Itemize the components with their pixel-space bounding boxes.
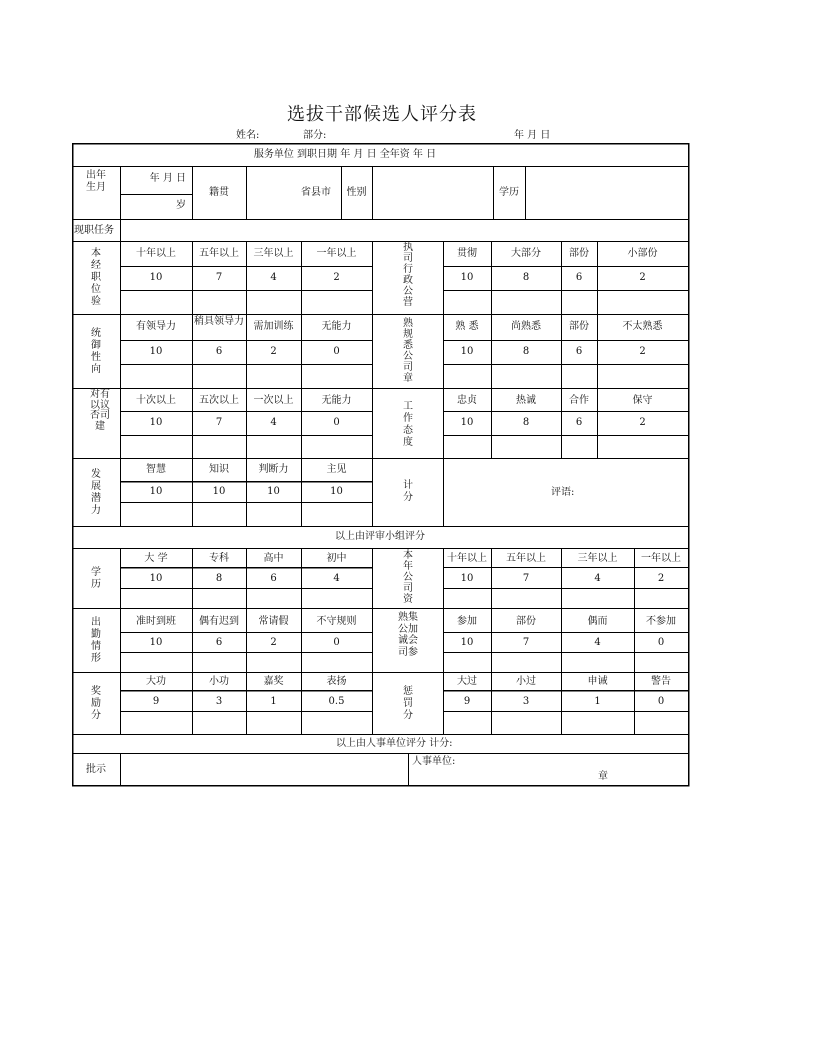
attendance-score: 6 — [215, 637, 223, 648]
potential-header: 智慧 — [146, 464, 166, 475]
suggest-header: 无能力 — [321, 395, 352, 406]
seniority-score: 10 — [460, 573, 474, 584]
penalty-score: 1 — [594, 696, 601, 707]
execution-header: 大部分 — [511, 248, 541, 259]
hr-note: 以上由人事单位评分 计分: — [336, 738, 453, 749]
attendance-header: 准时到班 — [136, 616, 176, 627]
familiar-score: 2 — [639, 346, 646, 357]
activity-header: 偶而 — [587, 616, 608, 627]
activity-score: 0 — [657, 637, 665, 648]
leadership-header: 需加训练 — [253, 321, 294, 332]
penalty-header: 小过 — [516, 676, 536, 687]
education-header: 大 学 — [144, 553, 168, 564]
experience-score: 10 — [149, 272, 163, 283]
attendance-header: 常请假 — [258, 616, 289, 627]
place-label: 省县市 — [301, 187, 331, 198]
potential-header: 主见 — [326, 464, 347, 475]
comment-label: 评语: — [551, 487, 575, 498]
familiar-header: 尚熟悉 — [511, 321, 541, 332]
execution-header: 部份 — [569, 248, 589, 259]
leadership-header: 有领导力 — [136, 321, 176, 332]
approval-label: 批示 — [86, 764, 106, 775]
potential-score: 10 — [149, 486, 163, 497]
reward-header: 表扬 — [326, 676, 347, 687]
attitude-header: 保守 — [632, 395, 653, 406]
attitude-score: 10 — [460, 417, 474, 428]
hr-unit-label: 人事单位: — [412, 756, 456, 767]
experience-score: 2 — [333, 272, 340, 283]
familiar-score: 6 — [575, 346, 583, 357]
familiar-label: 熟规悉公司章 — [403, 318, 413, 384]
potential-header: 知识 — [209, 464, 229, 475]
birth-ymd: 年 月 日 — [149, 173, 186, 184]
activity-score: 10 — [460, 637, 474, 648]
dept-label: 部分: — [303, 130, 327, 141]
familiar-header: 不太熟悉 — [622, 321, 663, 332]
execution-header: 小部份 — [627, 248, 658, 259]
birth-label: 出年生月 — [86, 170, 106, 193]
education-score: 6 — [270, 573, 277, 584]
execution-score: 8 — [522, 272, 530, 283]
gender-label: 性别 — [346, 187, 367, 198]
reward-header: 嘉奖 — [263, 676, 284, 687]
jiguan-label: 籍贯 — [209, 187, 229, 198]
attendance-score: 0 — [333, 637, 340, 648]
education-header: 初中 — [326, 553, 347, 564]
activity-score: 4 — [594, 637, 601, 648]
suggest-header: 十次以上 — [136, 395, 176, 406]
potential-score: 10 — [267, 486, 280, 497]
familiar-header: 熟 悉 — [455, 321, 479, 332]
leadership-score: 2 — [270, 346, 277, 357]
activity-header: 不参加 — [646, 616, 676, 627]
seniority-score: 2 — [657, 573, 665, 584]
penalty-score: 3 — [522, 696, 530, 707]
seniority-header: 三年以上 — [577, 553, 618, 564]
experience-header: 三年以上 — [253, 248, 294, 259]
activity-header: 部份 — [516, 616, 536, 627]
familiar-header: 部份 — [569, 321, 589, 332]
experience-header: 一年以上 — [316, 248, 357, 259]
attitude-score: 2 — [639, 417, 646, 428]
attendance-label: 出勤情形 — [91, 617, 101, 664]
leadership-header: 无能力 — [321, 321, 352, 332]
leadership-label: 统御性向 — [91, 328, 101, 375]
score-label: 计分 — [403, 480, 413, 503]
attitude-score: 6 — [575, 417, 583, 428]
reward-score: 1 — [270, 696, 277, 707]
suggest-score: 0 — [333, 417, 340, 428]
reward-label: 奖励分 — [91, 686, 101, 721]
suggest-score: 10 — [149, 417, 163, 428]
execution-score: 10 — [460, 272, 474, 283]
reward-header: 大功 — [146, 676, 166, 687]
execution-header: 贯彻 — [457, 248, 477, 259]
reward-score: 3 — [215, 696, 223, 707]
leadership-header: 稍具领导力 — [194, 316, 244, 327]
date-label: 年 月 日 — [514, 130, 551, 141]
attitude-score: 8 — [522, 417, 530, 428]
potential-score: 10 — [212, 486, 226, 497]
familiar-score: 10 — [460, 346, 474, 357]
seal-label: 章 — [598, 771, 608, 782]
attendance-header: 不守规则 — [316, 616, 357, 627]
attendance-header: 偶有迟到 — [199, 616, 239, 627]
experience-score: 7 — [215, 272, 223, 283]
execution-score: 2 — [639, 272, 646, 283]
seniority-header: 一年以上 — [641, 553, 681, 564]
experience-header: 十年以上 — [136, 248, 176, 259]
activity-header: 参加 — [457, 616, 477, 627]
service-row: 服务单位 到职日期 年 月 日 全年资 年 日 — [253, 149, 437, 160]
penalty-label: 惩罚分 — [403, 686, 413, 721]
education-label: 学历 — [91, 567, 101, 590]
penalty-header: 申诫 — [587, 676, 608, 687]
execution-score: 6 — [575, 272, 583, 283]
familiar-score: 8 — [522, 346, 530, 357]
attendance-score: 2 — [270, 637, 277, 648]
attitude-label: 工作态度 — [403, 401, 413, 448]
reward-score: 0.5 — [328, 696, 345, 707]
experience-label: 本经职位验 — [91, 248, 101, 307]
seniority-score: 7 — [522, 573, 530, 584]
suggest-score: 7 — [215, 417, 223, 428]
name-label: 姓名: — [236, 130, 260, 141]
penalty-header: 警告 — [651, 676, 671, 687]
education-score: 10 — [149, 573, 163, 584]
current-job-label: 现职任务 — [74, 225, 114, 236]
activity-score: 7 — [522, 637, 530, 648]
seniority-score: 4 — [594, 573, 601, 584]
leadership-score: 10 — [149, 346, 163, 357]
leadership-score: 0 — [333, 346, 340, 357]
seniority-label: 本年公司资 — [403, 550, 413, 605]
edu-label: 学历 — [499, 187, 519, 198]
suggest-score: 4 — [270, 417, 277, 428]
potential-header: 判断力 — [258, 464, 289, 475]
education-score: 4 — [333, 573, 340, 584]
experience-header: 五年以上 — [199, 248, 239, 259]
activity-label: 熟集公加诚会司参 — [398, 612, 418, 658]
suggest-label: 对有以议否司建 — [90, 389, 110, 432]
penalty-score: 9 — [463, 696, 471, 707]
leadership-score: 6 — [215, 346, 223, 357]
potential-score: 10 — [330, 486, 343, 497]
education-header: 专科 — [209, 553, 229, 564]
potential-label: 发展潜力 — [91, 469, 101, 516]
penalty-header: 大过 — [457, 676, 477, 687]
suggest-header: 一次以上 — [253, 395, 294, 406]
age-label: 岁 — [176, 200, 186, 211]
education-header: 高中 — [263, 553, 284, 564]
education-score: 8 — [215, 573, 223, 584]
committee-note: 以上由评审小组评分 — [335, 531, 425, 542]
attitude-header: 合作 — [569, 395, 589, 406]
execution-label: 执司行政公营 — [403, 242, 413, 308]
penalty-score: 0 — [657, 696, 665, 707]
attendance-score: 10 — [149, 637, 163, 648]
attitude-header: 忠贞 — [457, 395, 477, 406]
seniority-header: 五年以上 — [506, 553, 546, 564]
reward-score: 9 — [152, 696, 160, 707]
form-title: 选拔干部候选人评分表 — [287, 104, 477, 125]
reward-header: 小功 — [209, 676, 229, 687]
suggest-header: 五次以上 — [199, 395, 239, 406]
experience-score: 4 — [270, 272, 277, 283]
seniority-header: 十年以上 — [447, 553, 487, 564]
attitude-header: 热诚 — [516, 395, 536, 406]
